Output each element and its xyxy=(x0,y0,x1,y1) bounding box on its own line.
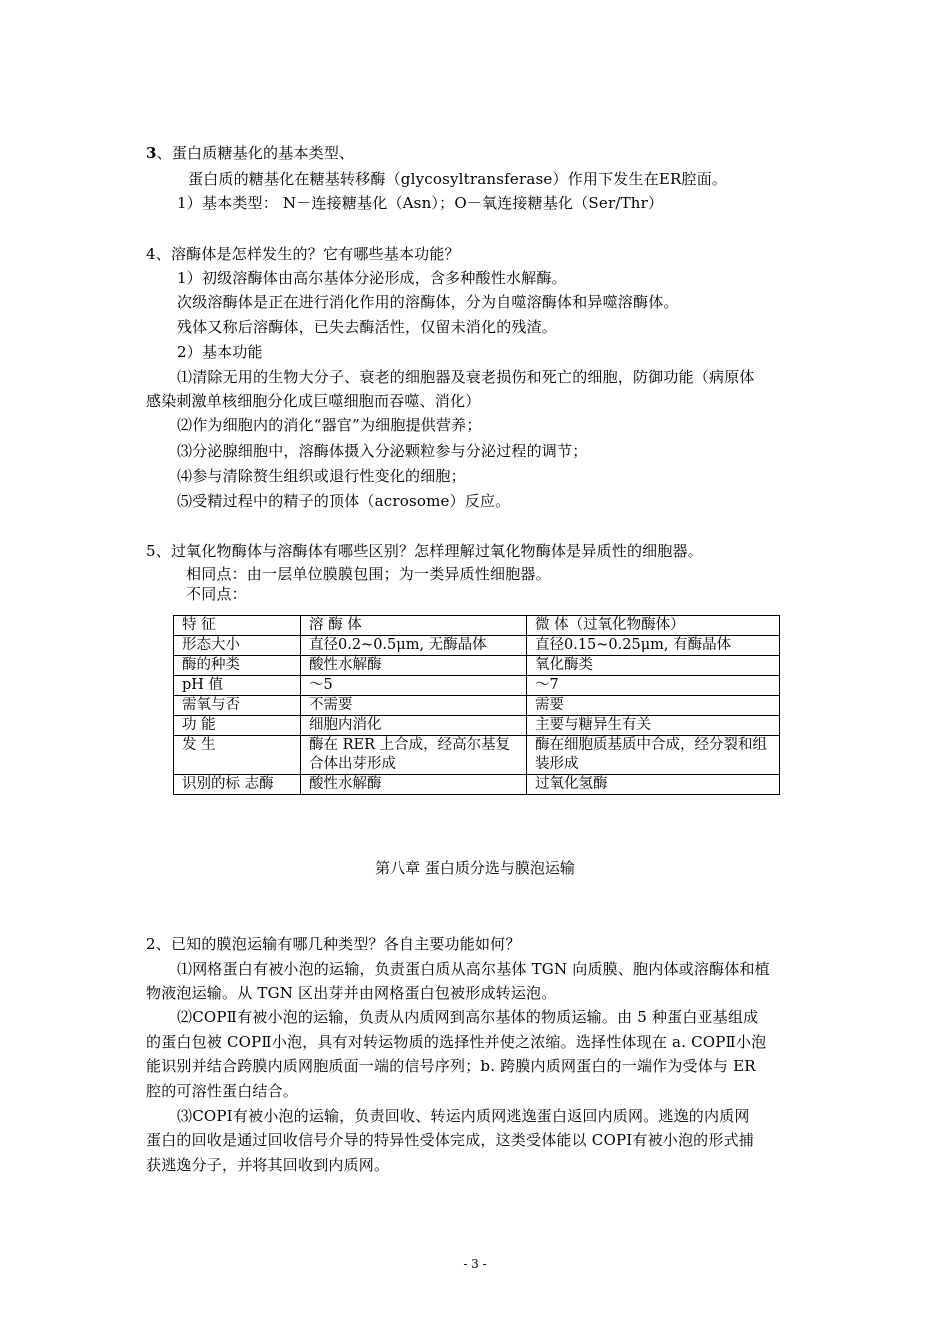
table-header-row xyxy=(174,616,780,636)
section4-p2: 次级溶酶体是正在进行消化作用的溶酶体，分为自噬溶酶体和异噬溶酶体。 xyxy=(177,293,679,311)
section4-f5: ⑸受精过程中的精子的顶体（acrosome）反应。 xyxy=(177,492,511,510)
section3-line2: 1）基本类型： N－连接糖基化（Asn）；O－氧连接糖基化（Ser/Thr） xyxy=(177,194,664,212)
table-row xyxy=(174,636,780,656)
table-cell: 识别的标 志酶 xyxy=(174,775,301,795)
section2-b3: 能识别并结合跨膜内质网胞质面一端的信号序列；b. 跨膜内质网蛋白的一端作为受体与 ER xyxy=(146,1057,756,1075)
section5-diff: 不同点： xyxy=(186,585,247,603)
section4-f1a: ⑴清除无用的生物大分子、衰老的细胞器及衰老损伤和死亡的细胞，防御功能（病原体 xyxy=(177,368,755,386)
table-cell: 功 能 xyxy=(174,716,301,736)
section2-b1: ⑵COPⅡ有被小泡的运输，负责从内质网到高尔基体的物质运输。由 5 种蛋白亚基组成 xyxy=(177,1008,759,1026)
section3-line1: 蛋白质的糖基化在糖基转移酶（glycosyltransferase）作用下发生在ER腔面。 xyxy=(188,170,728,188)
section5-title: 5、过氧化物酶体与溶酶体有哪些区别？怎样理解过氧化物酶体是异质性的细胞器。 xyxy=(146,542,703,560)
comparison-table xyxy=(173,615,780,795)
table-cell: 氧化酶类 xyxy=(527,656,780,676)
table-row xyxy=(174,696,780,716)
section3-heading xyxy=(146,143,354,163)
table-header-cell: 溶 酶 体 xyxy=(301,616,527,636)
table-cell: 酶在 RER 上合成，经高尔基复合体出芽形成 xyxy=(301,736,527,775)
table-row xyxy=(174,656,780,676)
section2-b4: 腔的可溶性蛋白结合。 xyxy=(146,1082,299,1100)
section4-f2: ⑵作为细胞内的消化“器官”为细胞提供营养； xyxy=(177,416,482,434)
section2-b2: 的蛋白包被 COPⅡ小泡，具有对转运物质的选择性并使之浓缩。选择性体现在 a. COPⅡ小泡 xyxy=(146,1033,767,1051)
table-cell: 需要 xyxy=(527,696,780,716)
section5-same: 相同点：由一层单位膜膜包围；为一类异质性细胞器。 xyxy=(186,565,551,583)
table-cell: ～5 xyxy=(301,676,527,696)
section4-f1b: 感染刺激单核细胞分化成巨噬细胞而吞噬、消化） xyxy=(146,392,481,410)
section2-c2: 蛋白的回收是通过回收信号介导的特异性受体完成，这类受体能以 COPⅠ有被小泡的形式捕 xyxy=(146,1131,754,1149)
table-cell: 不需要 xyxy=(301,696,527,716)
section2-a1: ⑴网格蛋白有被小泡的运输，负责蛋白质从高尔基体 TGN 向质膜、胞内体或溶酶体和植 xyxy=(177,960,770,978)
section2-c1: ⑶COPⅠ有被小泡的运输，负责回收、转运内质网逃逸蛋白返回内质网。逃逸的内质网 xyxy=(177,1107,750,1125)
table-header-cell: 微 体（过氧化物酶体） xyxy=(527,616,780,636)
section4-f3: ⑶分泌腺细胞中，溶酶体摄入分泌颗粒参与分泌过程的调节； xyxy=(177,442,588,460)
section4-title: 4、溶酶体是怎样发生的？它有哪些基本功能？ xyxy=(146,245,460,263)
table-row xyxy=(174,716,780,736)
section3-number: 3 xyxy=(146,144,157,162)
table-cell: 酸性水解酶 xyxy=(301,775,527,795)
section4-p4: 2）基本功能 xyxy=(177,343,263,361)
table-cell: 酶在细胞质基质中合成，经分裂和组装形成 xyxy=(527,736,780,775)
section2-c3: 获逃逸分子，并将其回收到内质网。 xyxy=(146,1156,390,1174)
table-cell: 酶的种类 xyxy=(174,656,301,676)
table-cell: 酸性水解酶 xyxy=(301,656,527,676)
table-header-cell: 特 征 xyxy=(174,616,301,636)
table-cell: 主要与糖异生有关 xyxy=(527,716,780,736)
table-row xyxy=(174,736,780,775)
section4-p1: 1）初级溶酶体由高尔基体分泌形成，含多种酸性水解酶。 xyxy=(177,269,567,287)
section2-title: 2、已知的膜泡运输有哪几种类型？各自主要功能如何？ xyxy=(146,935,521,953)
table-cell: 需氧与否 xyxy=(174,696,301,716)
section4-f4: ⑷参与清除赘生组织或退行性变化的细胞； xyxy=(177,467,466,485)
page-number: - 3 - xyxy=(463,1257,487,1271)
chapter-title: 第八章 蛋白质分选与膜泡运输 xyxy=(375,859,575,877)
table-cell: 直径0.2~0.5μm, 无酶晶体 xyxy=(301,636,527,656)
table-cell: pH 值 xyxy=(174,676,301,696)
table-cell: 发 生 xyxy=(174,736,301,775)
table-row xyxy=(174,676,780,696)
table-cell: 细胞内消化 xyxy=(301,716,527,736)
table-row xyxy=(174,775,780,795)
section4-p3: 残体又称后溶酶体，已失去酶活性，仅留未消化的残渣。 xyxy=(177,318,558,336)
table-cell: 直径0.15~0.25μm, 有酶晶体 xyxy=(527,636,780,656)
section3-title: 、蛋白质糖基化的基本类型、 xyxy=(156,144,355,162)
table-cell: 形态大小 xyxy=(174,636,301,656)
section2-a2: 物液泡运输。从 TGN 区出芽并由网格蛋白包被形成转运泡。 xyxy=(146,984,557,1002)
table-cell: 过氧化氢酶 xyxy=(527,775,780,795)
table-cell: ～7 xyxy=(527,676,780,696)
